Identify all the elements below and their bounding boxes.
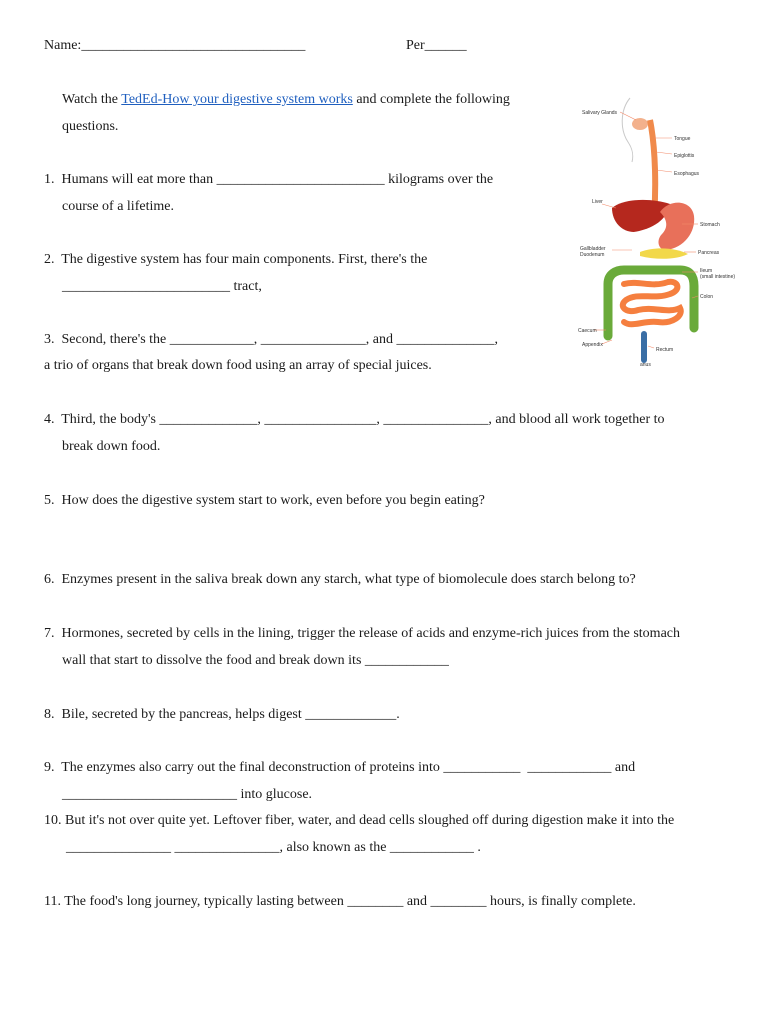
intro-after-link: and complete the following (352, 92, 510, 107)
label-salivary-glands: Salivary Glands (582, 110, 618, 116)
head-outline (622, 98, 633, 162)
label-ileum: Ileum (700, 268, 713, 274)
question-4-line-2: break down food. (62, 439, 161, 454)
question-5-line-1: 5. How does the digestive system start to work, even before you begin eating? (44, 493, 485, 508)
salivary-gland-shape (632, 118, 648, 130)
small-intestine-shape (623, 282, 681, 325)
label-pancreas: Pancreas (698, 250, 720, 256)
label-small-intestine: (small intestine) (700, 274, 736, 280)
digestive-system-diagram (572, 90, 742, 370)
teded-video-link[interactable]: TedEd-How your digestive system works (121, 92, 353, 107)
question-9-line-2: _________________________ into glucose. (62, 787, 313, 802)
label-anus: anus (640, 362, 651, 368)
label-colon: Colon (700, 294, 714, 300)
label-tongue: Tongue (674, 136, 691, 142)
label-duodenum: Duodenum (580, 252, 605, 258)
intro-line-2: questions. (62, 119, 119, 134)
period-field-label[interactable]: Per______ (406, 38, 467, 53)
label-rectum: Rectum (656, 347, 674, 353)
question-10-line-1: 10. But it's not over quite yet. Leftover fiber, water, and dead cells sloughed off during digestion make it into the (44, 813, 675, 828)
question-6-line-1: 6. Enzymes present in the saliva break down any starch, what type of biomolecule does starch belong to? (44, 572, 636, 587)
label-stomach: Stomach (700, 222, 720, 228)
question-9-line-1: 9. The enzymes also carry out the final deconstruction of proteins into ___________ ____________ and (44, 760, 636, 775)
question-11-line-1: 11. The food's long journey, typically lasting between ________ and ________ hours, is finally complete. (44, 894, 636, 909)
question-2-line-2: ________________________ tract, (62, 279, 262, 294)
stomach-shape (659, 203, 695, 250)
question-10-line-2: _______________ _______________, also known as the ____________ . (66, 840, 481, 855)
intro-line-1 (62, 91, 510, 109)
question-1-line-1: 1. Humans will eat more than ________________________ kilograms over the (44, 172, 494, 187)
question-3-line-1: 3. Second, there's the ____________, _______________, and ______________, (44, 332, 498, 347)
label-liver: Liver (592, 199, 603, 205)
label-esophagus: Esophagus (674, 171, 700, 177)
label-appendix: Appendix (582, 342, 603, 348)
question-1-line-2: course of a lifetime. (62, 199, 174, 214)
name-field-label[interactable]: Name:________________________________ (44, 38, 306, 53)
question-7-line-1: 7. Hormones, secreted by cells in the lining, trigger the release of acids and enzyme-rich juices from the stomach (44, 626, 681, 641)
pancreas-shape (640, 248, 688, 258)
label-epiglottis: Epiglottis (674, 153, 695, 159)
question-4-line-1: 4. Third, the body's ______________, ________________, _______________, and blood all work together to (44, 412, 665, 427)
question-7-line-2: wall that start to dissolve the food and break down its ____________ (62, 653, 449, 668)
question-3-line-2: a trio of organs that break down food using an array of special juices. (44, 358, 432, 373)
intro-before-link: Watch the (62, 92, 122, 107)
label-gallbladder: Gallbladder (580, 246, 606, 252)
question-8-line-1: 8. Bile, secreted by the pancreas, helps digest _____________. (44, 707, 400, 722)
question-2-line-1: 2. The digestive system has four main components. First, there's the (44, 252, 428, 267)
label-caecum: Caecum (578, 328, 597, 334)
liver-shape (612, 200, 670, 232)
